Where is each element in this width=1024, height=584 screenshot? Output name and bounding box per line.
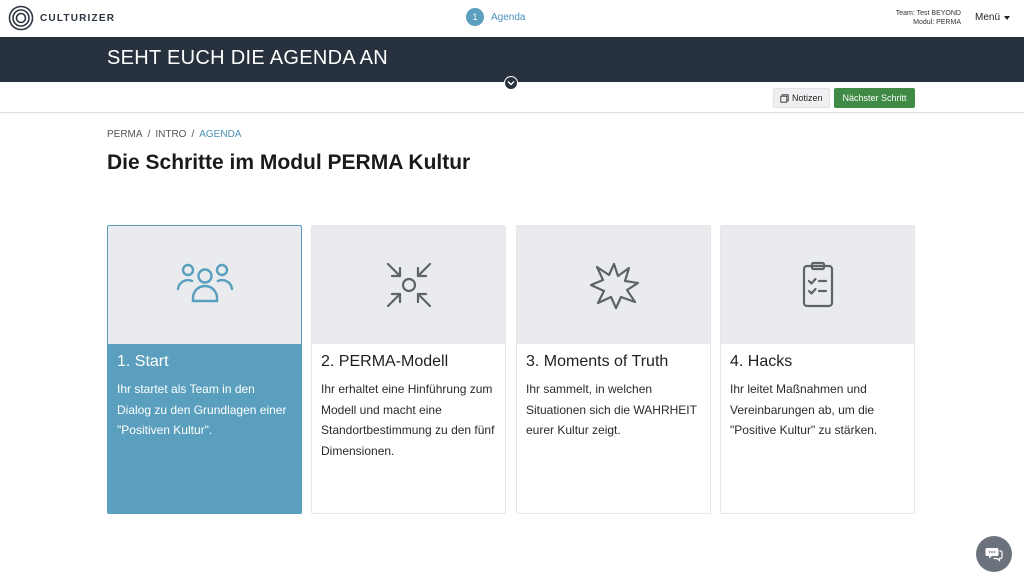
card-description: Ihr erhaltet eine Hinführung zum Modell und macht eine Standortbestimmung zu den fünf Dimensionen.: [321, 382, 495, 458]
team-info: [896, 9, 961, 27]
page-title: Die Schritte im Modul PERMA Kultur: [107, 151, 471, 174]
breadcrumb-separator: /: [147, 129, 151, 140]
breadcrumb-separator: /: [191, 129, 195, 140]
focus-arrows-icon: [379, 260, 439, 310]
burst-icon: [584, 260, 644, 310]
card-title: 3. Moments of Truth: [526, 353, 669, 370]
collapse-toggle-button[interactable]: [504, 76, 518, 90]
clipboard-checklist-icon: [788, 260, 848, 310]
card-description: Ihr leitet Maßnahmen und Vereinbarungen ab, um die "Positive Kultur" zu stärken.: [730, 382, 878, 437]
menu-label: Menü: [974, 12, 1000, 23]
notes-button[interactable]: [773, 88, 830, 108]
logo[interactable]: [8, 5, 115, 31]
team-icon: [175, 260, 235, 310]
step-card-hacks[interactable]: [720, 225, 915, 514]
chevron-down-icon: [507, 80, 515, 86]
next-step-button[interactable]: Nächster Schritt: [834, 88, 915, 108]
step-card-perma-modell[interactable]: [311, 225, 506, 514]
card-icon-area: [312, 226, 505, 344]
section-title: SEHT EUCH DIE AGENDA AN: [107, 47, 389, 69]
card-icon-area: [517, 226, 710, 344]
module-name: Modul: PERMA: [913, 19, 961, 26]
chat-button[interactable]: [976, 536, 1012, 572]
team-name: Team: Test BEYOND: [895, 10, 961, 17]
notes-button-label: Notizen: [792, 93, 823, 103]
chevron-down-icon: [1004, 16, 1010, 20]
breadcrumb-item-perma[interactable]: PERMA: [107, 129, 143, 140]
step-card-moments-of-truth[interactable]: [516, 225, 711, 514]
step-number: 1: [466, 8, 484, 26]
step-card-start[interactable]: [107, 225, 302, 514]
card-title: 2. PERMA-Modell: [321, 353, 449, 370]
chat-bubbles-icon: [985, 546, 1003, 562]
step-label: Agenda: [491, 11, 526, 23]
menu-dropdown[interactable]: [975, 12, 1010, 23]
breadcrumb: [107, 129, 241, 140]
culturizer-logo-icon: [8, 5, 34, 31]
step-indicator[interactable]: [466, 8, 525, 26]
card-description: Ihr startet als Team in den Dialog zu den Grundlagen einer "Positiven Kultur".: [117, 382, 287, 437]
logo-text: CULTURIZER: [40, 12, 116, 24]
card-description: Ihr sammelt, in welchen Situationen sich die WAHRHEIT eurer Kultur zeigt.: [526, 382, 697, 437]
top-bar: [0, 0, 1024, 37]
card-title: 4. Hacks: [730, 353, 793, 370]
breadcrumb-item-intro[interactable]: INTRO: [155, 129, 187, 140]
card-icon-area: [721, 226, 914, 344]
notes-icon: [780, 94, 789, 103]
card-title: 1. Start: [117, 353, 169, 370]
card-icon-area: [108, 226, 301, 344]
breadcrumb-item-agenda: AGENDA: [199, 129, 242, 140]
